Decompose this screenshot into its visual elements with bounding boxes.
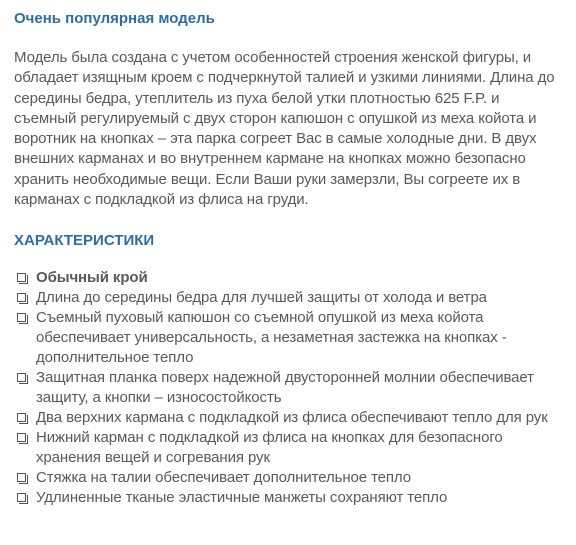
checkbox-icon [17, 293, 26, 302]
feature-text: Удлиненные тканые эластичные манжеты сохраняют тепло [36, 489, 448, 507]
feature-item [14, 268, 562, 288]
checkbox-icon [17, 413, 26, 422]
checkbox-icon [17, 473, 26, 482]
features-heading: ХАРАКТЕРИСТИКИ [14, 232, 155, 250]
feature-text: Обычный крой [36, 269, 148, 287]
feature-item [14, 428, 562, 468]
checkbox-icon [17, 373, 26, 382]
feature-text: Длина до середины бедра для лучшей защиты от холода и ветра [36, 289, 487, 307]
feature-item [14, 308, 562, 368]
feature-text: Съемный пуховый капюшон со съемной опушкой из меха койота обеспечивает универсальность, а незаметная застежка на кнопках - дополнительное тепло [36, 309, 507, 367]
feature-text: Нижний карман с подкладкой из флиса на кнопках для безопасного хранения вещей и согревания рук [36, 429, 503, 467]
feature-text: Стяжка на талии обеспечивает дополнительное тепло [36, 469, 411, 487]
checkbox-icon [17, 493, 26, 502]
feature-text: Два верхних кармана с подкладкой из флиса обеспечивают тепло для рук [36, 409, 548, 427]
feature-item [14, 468, 562, 488]
checkbox-icon [17, 273, 26, 282]
feature-item [14, 408, 562, 428]
section-title: Очень популярная модель [14, 10, 215, 27]
features-list [14, 268, 562, 508]
feature-item [14, 368, 562, 408]
feature-item [14, 288, 562, 308]
feature-item [14, 488, 562, 508]
checkbox-icon [17, 433, 26, 442]
feature-text: Защитная планка поверх надежной двусторонней молнии обеспечивает защиту, а кнопки – износостойкость [36, 369, 534, 407]
checkbox-icon [17, 313, 26, 322]
description-paragraph: Модель была создана с учетом особенностей строения женской фигуры, и обладает изящным кроем с подчеркнутой талией и узкими линиями. Длина до середины бедра, утеплитель из пуха белой утки плотностью 625 F.P. и съемный регулируемый с двух сторон капюшон с опушкой из меха койота и воротник на кнопках – эта парка согреет Вас в самые холодные дни. В двух внешних карманах и во внутреннем кармане на кнопках можно безопасно хранить необходимые вещи. Если Ваши руки замерзли, Вы согреете их в карманах с подкладкой из флиса на груди. [14, 49, 555, 209]
